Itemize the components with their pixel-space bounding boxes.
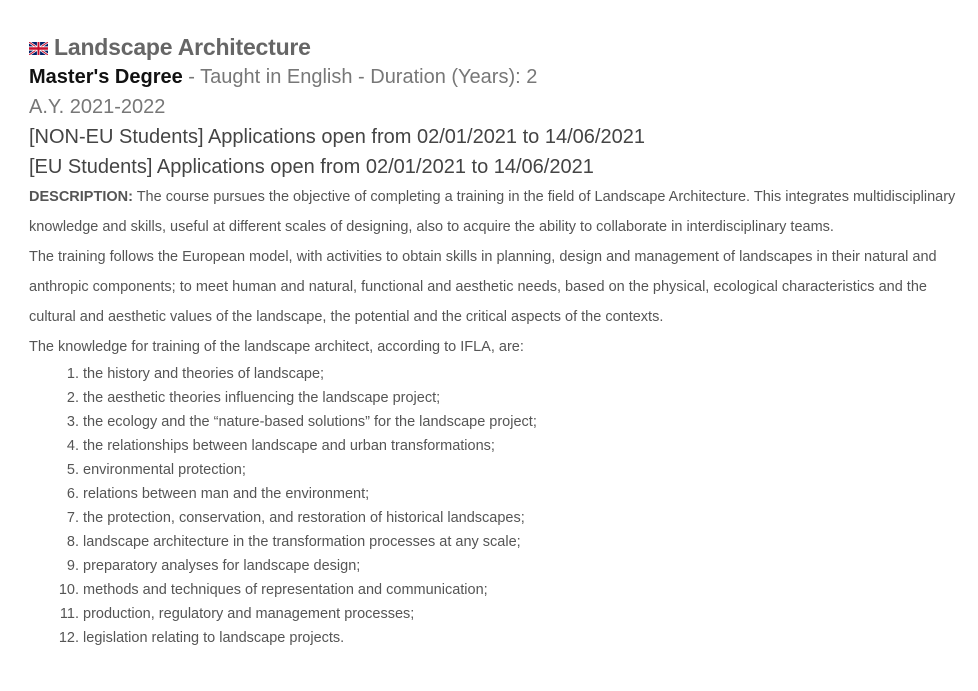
list-item-text: environmental protection;: [83, 462, 246, 478]
list-item: [29, 602, 977, 626]
list-item: [29, 578, 977, 602]
list-item-text: production, regulatory and management processes;: [83, 606, 415, 622]
list-item-text: the history and theories of landscape;: [83, 366, 325, 382]
applications-non-eu: [NON-EU Students] Applications open from 02/01/2021 to 14/06/2021: [29, 126, 645, 148]
list-item: [29, 626, 977, 650]
page-title: Landscape Architecture: [54, 33, 311, 60]
knowledge-list: [29, 362, 977, 650]
list-item-text: the ecology and the “nature-based solutions” for the landscape project;: [83, 414, 537, 430]
list-item: [29, 506, 977, 530]
description-text-1: The course pursues the objective of completing a training in the field of Landscape Architecture. This integrates multidisciplinary knowledge and skills, useful at different scales of designing, also to acquire the ability to collaborate in interdisciplinary teams.: [29, 189, 956, 235]
list-item-number: 9.: [66, 558, 79, 574]
list-item: [29, 386, 977, 410]
list-item-number: 5.: [66, 462, 79, 478]
list-item: [29, 362, 977, 386]
list-item-text: legislation relating to landscape projects.: [83, 630, 345, 646]
list-item: [29, 530, 977, 554]
academic-year: A.Y. 2021-2022: [29, 96, 166, 118]
list-item-text: preparatory analyses for landscape design;: [83, 558, 361, 574]
degree-info: [29, 62, 977, 92]
uk-flag-icon: [29, 42, 48, 55]
list-item: [29, 458, 977, 482]
list-item-number: 12.: [58, 630, 79, 646]
course-page: [29, 32, 977, 650]
list-item-text: the aesthetic theories influencing the landscape project;: [83, 390, 441, 406]
list-item-text: methods and techniques of representation and communication;: [83, 582, 488, 598]
description-paragraph-1: [29, 182, 977, 242]
title-row: [29, 32, 977, 62]
list-item-number: 3.: [66, 414, 79, 430]
list-item-text: relations between man and the environment;: [83, 486, 370, 502]
degree-details: - Taught in English - Duration (Years): 2: [182, 66, 538, 88]
list-item-text: the protection, conservation, and restoration of historical landscapes;: [83, 510, 525, 526]
list-item-number: 8.: [66, 534, 79, 550]
list-item-number: 7.: [66, 510, 79, 526]
list-item: [29, 482, 977, 506]
description-paragraph-3: The knowledge for training of the landscape architect, according to IFLA, are:: [29, 339, 524, 355]
list-item-number: 10.: [58, 582, 79, 598]
list-item-number: 11.: [59, 606, 79, 622]
list-item-text: the relationships between landscape and urban transformations;: [83, 438, 495, 454]
list-item-number: 4.: [66, 438, 79, 454]
degree-name: Master's Degree: [29, 66, 183, 88]
list-item: [29, 410, 977, 434]
list-item-number: 1.: [66, 366, 79, 382]
list-item-number: 2.: [66, 390, 79, 406]
applications-eu: [EU Students] Applications open from 02/01/2021 to 14/06/2021: [29, 156, 594, 178]
list-item: [29, 554, 977, 578]
list-item-text: landscape architecture in the transformation processes at any scale;: [83, 534, 521, 550]
list-item-number: 6.: [66, 486, 79, 502]
description-label: DESCRIPTION:: [29, 189, 133, 205]
list-item: [29, 434, 977, 458]
description-paragraph-2: The training follows the European model, with activities to obtain skills in planning, design and management of landscapes in their natural and anthropic components; to meet human and natural, functional and aesthetic needs, based on the physical, ecological characteristics and the cultural and aesthetic values of the landscape, the potential and the critical aspects of the contexts.: [29, 249, 937, 325]
